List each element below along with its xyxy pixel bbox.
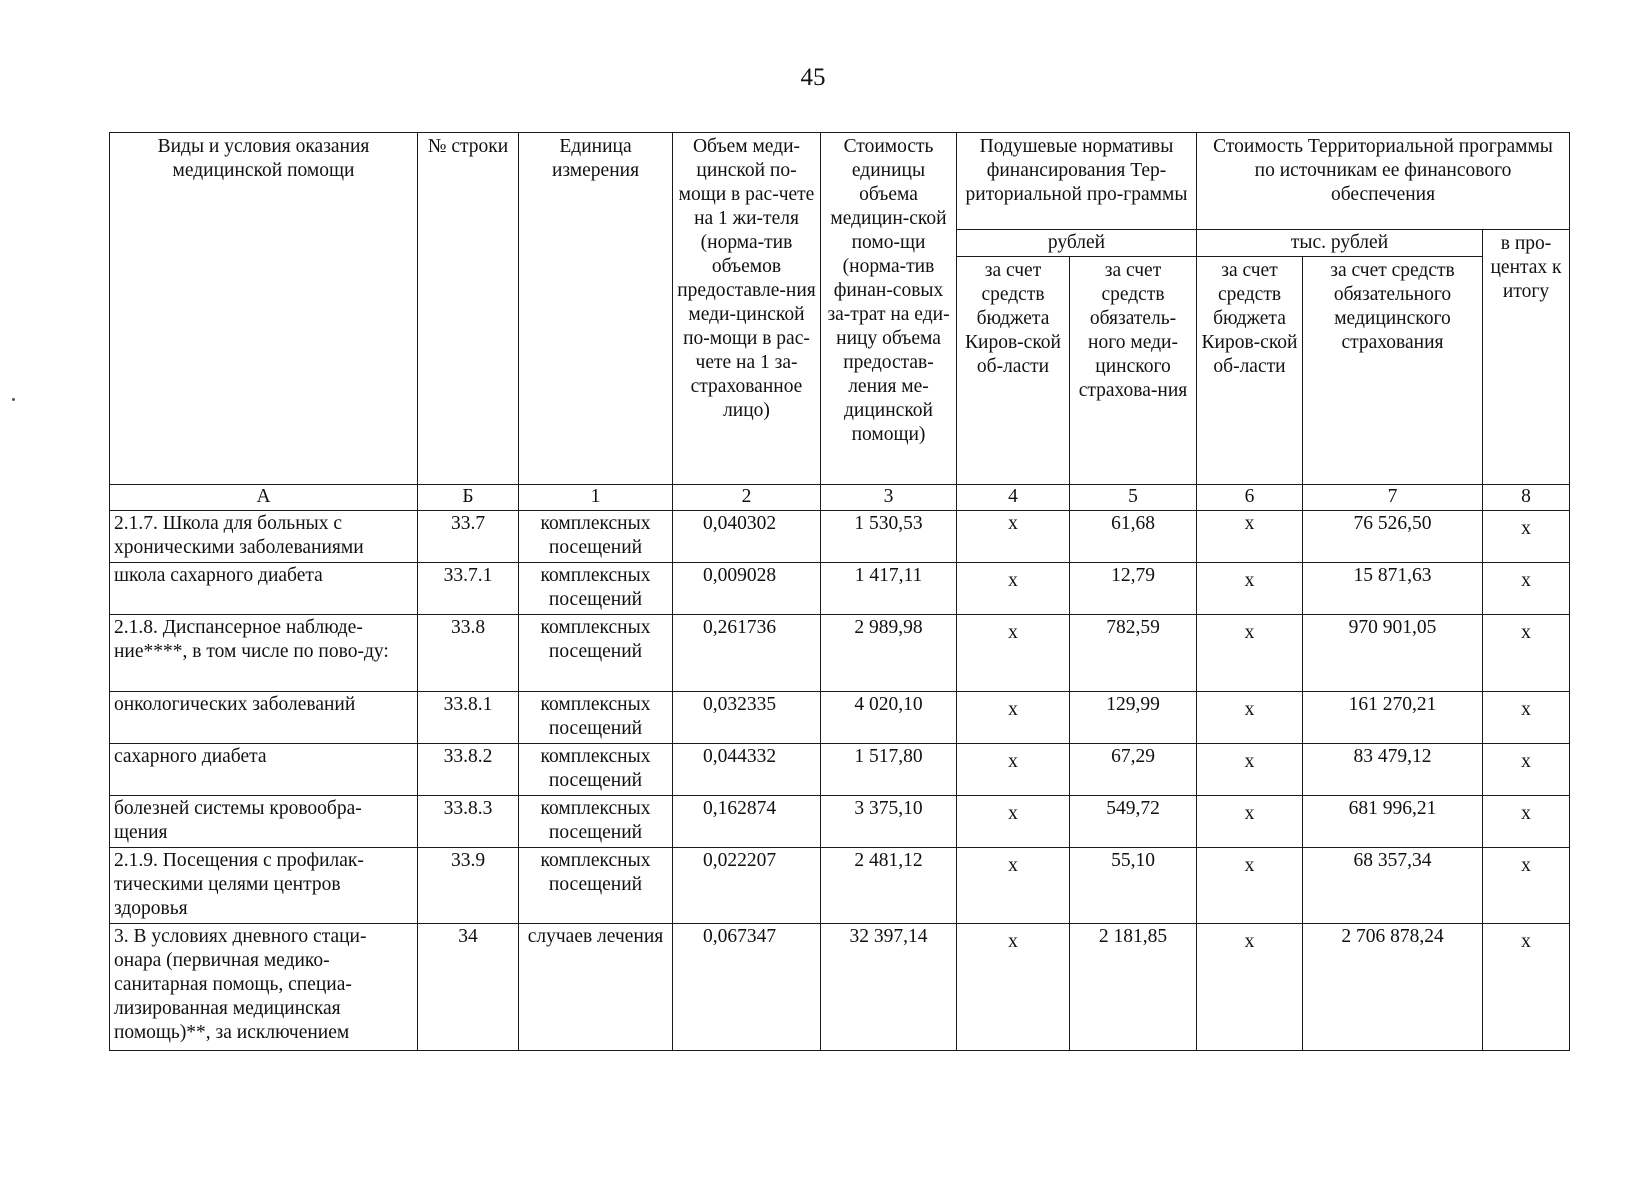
row-col-7: 76 526,50 xyxy=(1303,511,1483,563)
row-unit: комплексных посещений xyxy=(519,796,673,848)
row-col-4: х xyxy=(957,744,1070,796)
header-per-capita-norms: Подушевые нормативы финансирования Тер-риториальной про-граммы xyxy=(957,133,1197,230)
row-col-6: х xyxy=(1197,511,1303,563)
row-col-7: 2 706 878,24 xyxy=(1303,924,1483,1051)
row-unit-cost: 4 020,10 xyxy=(821,692,957,744)
scan-speck xyxy=(12,398,15,401)
table-row xyxy=(110,563,1570,615)
row-col-5: 129,99 xyxy=(1070,692,1197,744)
row-unit: комплексных посещений xyxy=(519,511,673,563)
row-volume: 0,044332 xyxy=(673,744,821,796)
row-col-7: 970 901,05 xyxy=(1303,615,1483,692)
table-row xyxy=(110,796,1570,848)
table-row xyxy=(110,744,1570,796)
table-row xyxy=(110,924,1570,1051)
row-unit-cost: 1 517,80 xyxy=(821,744,957,796)
row-col-8: х xyxy=(1483,924,1570,1051)
row-line-number: 33.9 xyxy=(418,848,519,924)
row-unit: случаев лечения xyxy=(519,924,673,1051)
row-col-5: 782,59 xyxy=(1070,615,1197,692)
row-unit-cost: 2 481,12 xyxy=(821,848,957,924)
row-col-6: х xyxy=(1197,692,1303,744)
header-volume: Объем меди-цинской по-мощи в рас-чете на 1 жи-теля (норма-тив объемов предоставле-ния меди-цинской по-мощи в рас-чете на 1 за-страхованное лицо) xyxy=(673,133,821,485)
row-col-5: 2 181,85 xyxy=(1070,924,1197,1051)
row-col-4: х xyxy=(957,796,1070,848)
row-col-7: 68 357,34 xyxy=(1303,848,1483,924)
row-col-5: 67,29 xyxy=(1070,744,1197,796)
row-col-8: х xyxy=(1483,615,1570,692)
row-volume: 0,162874 xyxy=(673,796,821,848)
header-col-5: за счет средств обязатель-ного меди-цинского страхова-ния xyxy=(1070,257,1197,485)
row-line-number: 33.7.1 xyxy=(418,563,519,615)
row-unit: комплексных посещений xyxy=(519,692,673,744)
row-col-7: 15 871,63 xyxy=(1303,563,1483,615)
row-col-4: х xyxy=(957,924,1070,1051)
row-col-7: 161 270,21 xyxy=(1303,692,1483,744)
row-unit: комплексных посещений xyxy=(519,744,673,796)
row-volume: 0,022207 xyxy=(673,848,821,924)
row-col-6: х xyxy=(1197,848,1303,924)
page-number: 45 xyxy=(800,64,826,91)
row-col-8: х xyxy=(1483,796,1570,848)
row-line-number: 33.8 xyxy=(418,615,519,692)
row-unit-cost: 32 397,14 xyxy=(821,924,957,1051)
row-col-7: 681 996,21 xyxy=(1303,796,1483,848)
index-cell: 1 xyxy=(519,485,673,511)
index-cell: 3 xyxy=(821,485,957,511)
row-unit-cost: 1 530,53 xyxy=(821,511,957,563)
row-name: школа сахарного диабета xyxy=(110,563,418,615)
row-unit-cost: 2 989,98 xyxy=(821,615,957,692)
row-col-7: 83 479,12 xyxy=(1303,744,1483,796)
index-cell: 5 xyxy=(1070,485,1197,511)
row-line-number: 34 xyxy=(418,924,519,1051)
header-unit: Единица измерения xyxy=(519,133,673,485)
row-col-6: х xyxy=(1197,796,1303,848)
header-line-number: № строки xyxy=(418,133,519,485)
header-col-4: за счет средств бюджета Киров-ской об-ласти xyxy=(957,257,1070,485)
row-col-5: 61,68 xyxy=(1070,511,1197,563)
row-col-8: х xyxy=(1483,744,1570,796)
row-unit: комплексных посещений xyxy=(519,563,673,615)
row-col-4: х xyxy=(957,563,1070,615)
row-col-4: х xyxy=(957,848,1070,924)
row-volume: 0,032335 xyxy=(673,692,821,744)
row-name: 2.1.8. Диспансерное наблюде-ние****, в том числе по пово-ду: xyxy=(110,615,418,692)
row-col-5: 55,10 xyxy=(1070,848,1197,924)
row-unit: комплексных посещений xyxy=(519,615,673,692)
row-name: болезней системы кровообра-щения xyxy=(110,796,418,848)
row-name: онкологических заболеваний xyxy=(110,692,418,744)
row-col-4: х xyxy=(957,692,1070,744)
row-unit: комплексных посещений xyxy=(519,848,673,924)
index-cell: 7 xyxy=(1303,485,1483,511)
index-cell: 2 xyxy=(673,485,821,511)
table-row xyxy=(110,848,1570,924)
index-cell: Б xyxy=(418,485,519,511)
row-unit-cost: 3 375,10 xyxy=(821,796,957,848)
row-name: 3. В условиях дневного стаци-онара (первичная медико-санитарная помощь, специа-лизированная медицинская помощь)**, за исключением xyxy=(110,924,418,1051)
header-unit-rubles: рублей xyxy=(957,230,1197,257)
row-volume: 0,009028 xyxy=(673,563,821,615)
table-row xyxy=(110,692,1570,744)
row-col-4: х xyxy=(957,511,1070,563)
row-name: 2.1.7. Школа для больных с хроническими заболеваниями xyxy=(110,511,418,563)
header-kind: Виды и условия оказания медицинской помощи xyxy=(110,133,418,485)
program-cost-table xyxy=(109,132,1570,1051)
row-col-8: х xyxy=(1483,692,1570,744)
index-cell: 4 xyxy=(957,485,1070,511)
row-name: сахарного диабета xyxy=(110,744,418,796)
row-col-4: х xyxy=(957,615,1070,692)
row-unit-cost: 1 417,11 xyxy=(821,563,957,615)
row-name: 2.1.9. Посещения с профилак-тическими целями центров здоровья xyxy=(110,848,418,924)
header-unit-thousand-rubles: тыс. рублей xyxy=(1197,230,1483,257)
table-row xyxy=(110,511,1570,563)
row-col-6: х xyxy=(1197,744,1303,796)
table-row xyxy=(110,615,1570,692)
index-cell: 8 xyxy=(1483,485,1570,511)
row-volume: 0,040302 xyxy=(673,511,821,563)
row-line-number: 33.8.1 xyxy=(418,692,519,744)
header-percent: в про-центах к итогу xyxy=(1483,230,1570,485)
header-col-7: за счет средств обязательного медицинского страхования xyxy=(1303,257,1483,485)
row-line-number: 33.8.3 xyxy=(418,796,519,848)
header-program-cost: Стоимость Территориальной программы по источникам ее финансового обеспечения xyxy=(1197,133,1570,230)
row-col-6: х xyxy=(1197,563,1303,615)
row-col-6: х xyxy=(1197,615,1303,692)
header-unit-cost: Стоимость единицы объема медицин-ской помо-щи (норма-тив финан-совых за-трат на еди-ницу объема предостав-ления ме-дицинской помощи) xyxy=(821,133,957,485)
row-col-5: 12,79 xyxy=(1070,563,1197,615)
header-col-6: за счет средств бюджета Киров-ской об-ласти xyxy=(1197,257,1303,485)
index-cell: 6 xyxy=(1197,485,1303,511)
row-col-8: х xyxy=(1483,848,1570,924)
row-volume: 0,261736 xyxy=(673,615,821,692)
index-cell: А xyxy=(110,485,418,511)
row-line-number: 33.8.2 xyxy=(418,744,519,796)
row-volume: 0,067347 xyxy=(673,924,821,1051)
row-col-8: х xyxy=(1483,511,1570,563)
row-line-number: 33.7 xyxy=(418,511,519,563)
row-col-8: х xyxy=(1483,563,1570,615)
row-col-5: 549,72 xyxy=(1070,796,1197,848)
row-col-6: х xyxy=(1197,924,1303,1051)
